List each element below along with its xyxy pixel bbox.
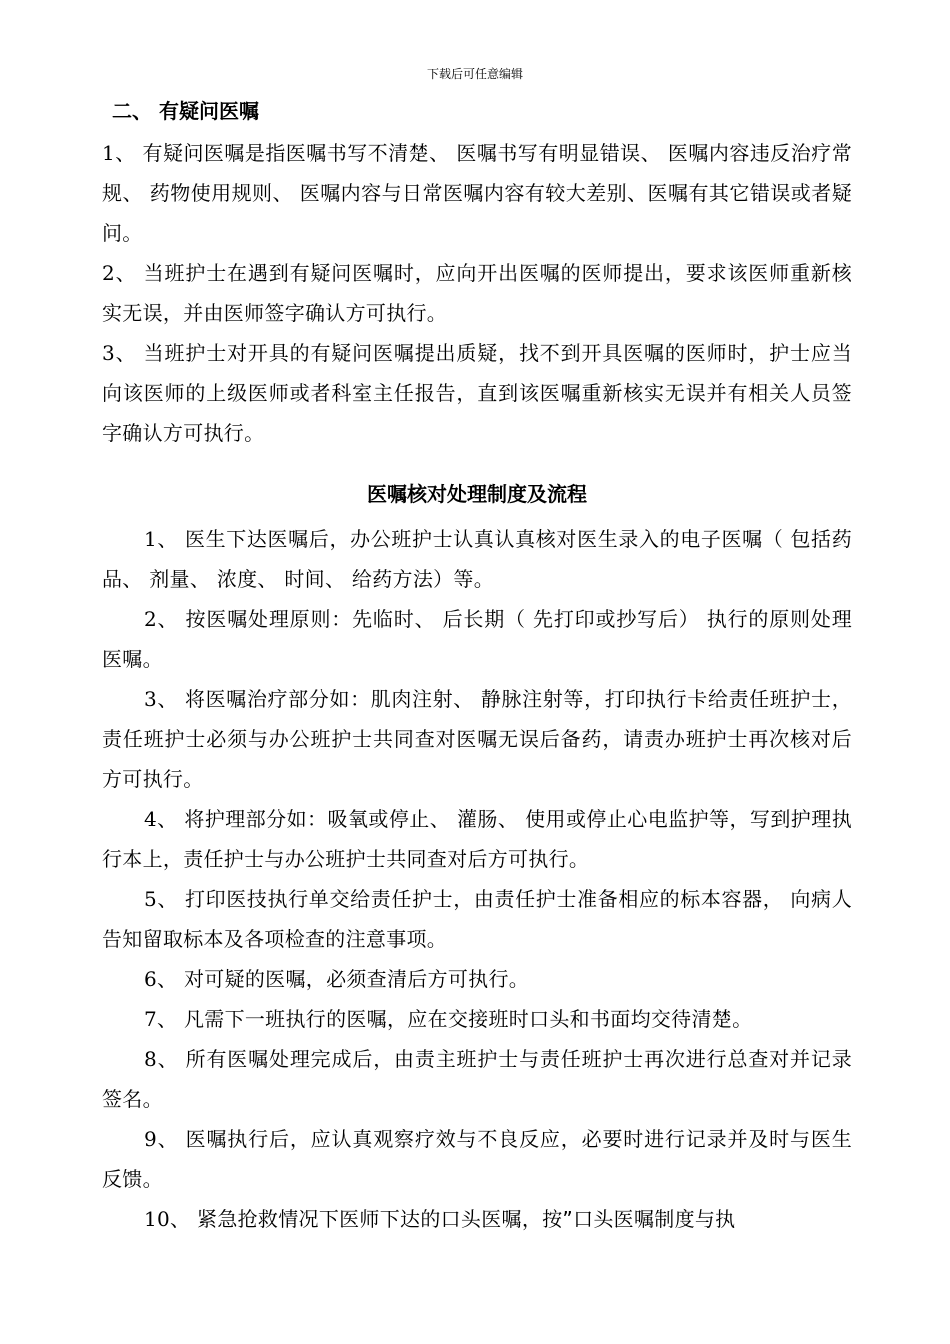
item-text: 有疑问医嘱是指医嘱书写不清楚、 医嘱书写有明显错误、 医嘱内容违反治疗常规、 药物使用规则、 医嘱内容与日常医嘱内容有较大差别、医嘱有其它错误或者疑问。 bbox=[102, 141, 853, 245]
item-text: 打印医技执行单交给责任护士，由责任护士准备相应的标本容器， 向病人告知留取标本及各项检查的注意事项。 bbox=[102, 887, 852, 951]
item-number: 2、 bbox=[144, 607, 179, 631]
item-text: 当班护士在遇到有疑问医嘱时，应向开出医嘱的医师提出，要求该医师重新核实无误，并由医师签字确认方可执行。 bbox=[102, 261, 853, 325]
item-number: 1、 bbox=[144, 527, 178, 551]
item-text: 将护理部分如：吸氧或停止、 灌肠、 使用或停止心电监护等，写到护理执行本上，责任护士与办公班护士共同查对后方可执行。 bbox=[102, 807, 852, 871]
item-number: 1、 bbox=[102, 141, 136, 165]
section2-item-6 bbox=[102, 959, 852, 999]
section1-item-2 bbox=[102, 253, 852, 333]
item-number: 10、 bbox=[144, 1207, 191, 1231]
item-number: 9、 bbox=[144, 1127, 179, 1151]
section2-item-1 bbox=[102, 519, 852, 599]
item-text: 医嘱执行后，应认真观察疗效与不良反应，必要时进行记录并及时与医生反馈。 bbox=[102, 1127, 853, 1191]
item-number: 3、 bbox=[144, 687, 178, 711]
section2-item-10 bbox=[102, 1199, 852, 1239]
item-number: 5、 bbox=[144, 887, 178, 911]
item-number: 8、 bbox=[144, 1047, 179, 1071]
item-text: 紧急抢救情况下医师下达的口头医嘱，按”口头医嘱制度与执 bbox=[190, 1207, 736, 1231]
section2-item-3 bbox=[102, 679, 852, 799]
section1-item-1 bbox=[102, 133, 852, 253]
section2-item-7 bbox=[102, 999, 852, 1039]
page-header-note: 下载后可任意编辑 bbox=[426, 67, 523, 81]
item-text: 凡需下一班执行的医嘱，应在交接班时口头和书面均交待清楚。 bbox=[177, 1007, 753, 1031]
item-text: 当班护士对开具的有疑问医嘱提出质疑，找不到开具医嘱的医师时，护士应当向该医师的上级医师或者科室主任报告，直到该医嘱重新核实无误并有相关人员签字确认方可执行。 bbox=[102, 341, 853, 445]
section2-item-5 bbox=[102, 879, 852, 959]
item-text: 医生下达医嘱后，办公班护士认真认真核对医生录入的电子医嘱（ 包括药品、 剂量、 浓度、 时间、 给药方法）等。 bbox=[102, 527, 852, 591]
item-text: 对可疑的医嘱，必须查清后方可执行。 bbox=[177, 967, 530, 991]
item-number: 6、 bbox=[144, 967, 178, 991]
section2-item-4 bbox=[102, 799, 852, 879]
section2-item-9 bbox=[102, 1119, 852, 1199]
section-title-questionable-orders: 二、 有疑问医嘱 bbox=[112, 99, 259, 123]
document-body bbox=[102, 93, 852, 1239]
item-text: 将医嘱治疗部分如：肌肉注射、 静脉注射等，打印执行卡给责任班护士，责任班护士必须与办公班护士共同查对医嘱无误后备药，请责办班护士再次核对后方可执行。 bbox=[102, 687, 852, 791]
section1-item-3 bbox=[102, 333, 852, 453]
section-title-order-check-procedure: 医嘱核对处理制度及流程 bbox=[367, 482, 587, 506]
item-number: 3、 bbox=[102, 341, 137, 365]
item-number: 2、 bbox=[102, 261, 137, 285]
item-text: 按医嘱处理原则：先临时、 后长期（ 先打印或抄写后） 执行的原则处理医嘱。 bbox=[102, 607, 852, 671]
section2-item-8 bbox=[102, 1039, 852, 1119]
section2-item-2 bbox=[102, 599, 852, 679]
item-text: 所有医嘱处理完成后，由责主班护士与责任班护士再次进行总查对并记录签名。 bbox=[102, 1047, 853, 1111]
item-number: 7、 bbox=[144, 1007, 178, 1031]
item-number: 4、 bbox=[144, 807, 178, 831]
